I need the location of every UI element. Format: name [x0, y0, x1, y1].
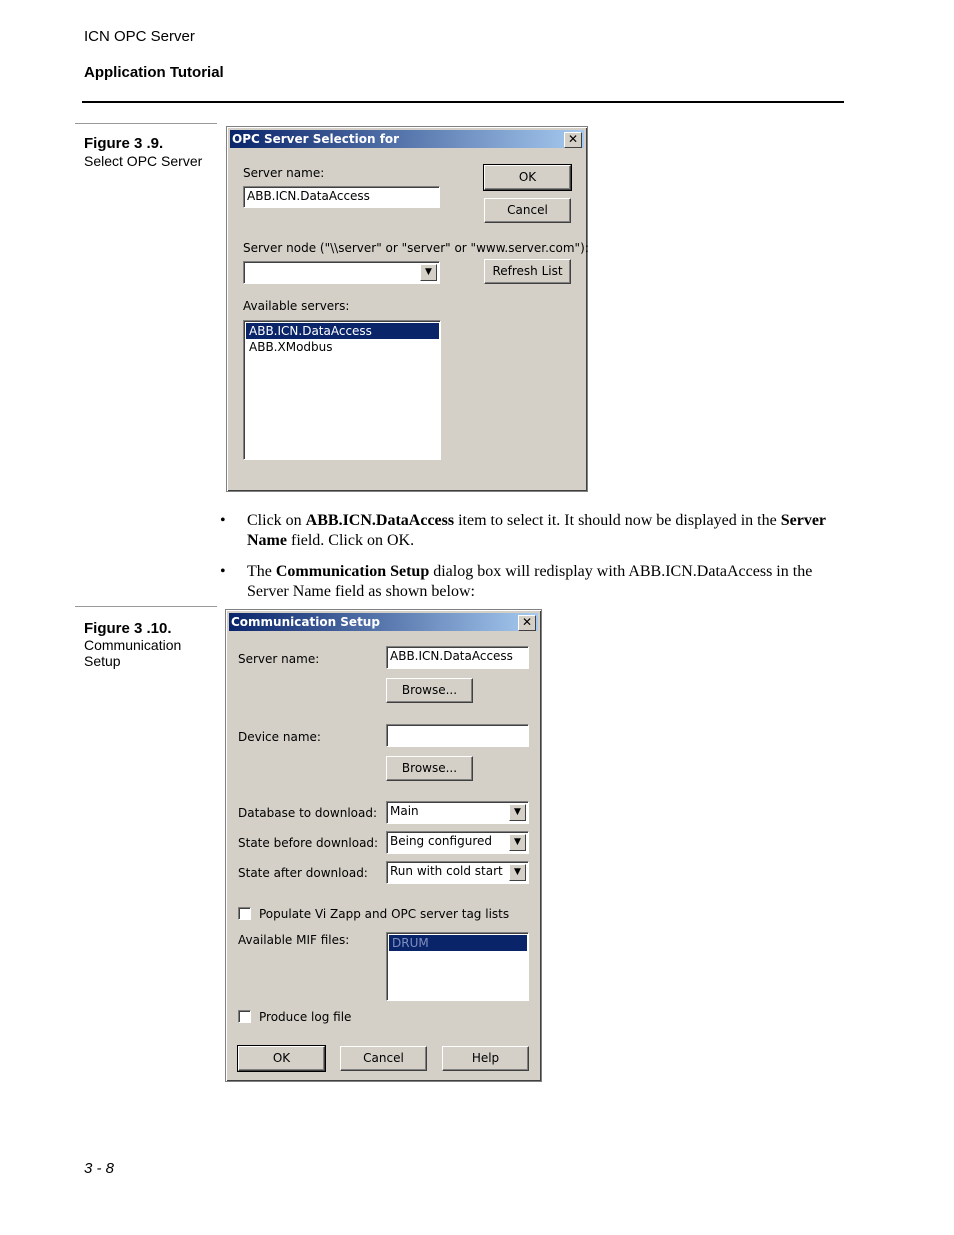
list-item[interactable]: ABB.XModbus	[249, 340, 333, 354]
database-combo[interactable]	[386, 801, 529, 824]
server-node-label: Server node ("\\server" or "server" or "www.server.com"):	[243, 241, 589, 255]
text: dialog box will redisplay with ABB.ICN.DataAccess in the Server Name field as shown below:	[247, 563, 813, 600]
emphasis: Server Name	[247, 512, 826, 549]
database-label: Database to download:	[238, 806, 378, 820]
figure-divider	[75, 123, 217, 124]
database-value: Main	[390, 804, 419, 818]
header-divider	[82, 101, 844, 103]
ok-button[interactable]: OK	[238, 1046, 325, 1071]
bullet-icon: •	[220, 563, 226, 580]
figure-caption: Setup	[84, 653, 121, 669]
state-before-value: Being configured	[390, 834, 492, 848]
list-item[interactable]: DRUM	[389, 935, 527, 951]
figure-caption: Communication	[84, 637, 182, 653]
figure-caption: Select OPC Server	[84, 153, 203, 169]
text: Click on	[247, 512, 306, 529]
dialog-titlebar	[230, 130, 584, 148]
populate-checkbox[interactable]	[238, 907, 251, 920]
close-icon[interactable]: ✕	[564, 132, 582, 148]
cancel-button[interactable]: Cancel	[484, 198, 571, 223]
state-before-combo[interactable]	[386, 831, 529, 854]
state-after-combo[interactable]	[386, 861, 529, 884]
device-name-label: Device name:	[238, 730, 321, 744]
refresh-list-button[interactable]: Refresh List	[484, 259, 571, 284]
help-button[interactable]: Help	[442, 1046, 529, 1071]
server-name-label: Server name:	[243, 166, 325, 180]
page-number: 3 - 8	[84, 1160, 115, 1177]
text: field. Click on OK.	[286, 532, 415, 549]
mif-files-list[interactable]	[386, 932, 529, 1001]
list-item[interactable]: ABB.ICN.DataAccess	[246, 323, 439, 339]
chevron-down-icon[interactable]: ▼	[509, 804, 526, 821]
server-node-combo[interactable]	[243, 261, 440, 284]
chevron-down-icon[interactable]: ▼	[509, 834, 526, 851]
chevron-down-icon[interactable]: ▼	[420, 264, 437, 281]
text: item to select it. It should now be displayed in the	[454, 512, 781, 529]
server-name-input[interactable]: ABB.ICN.DataAccess	[386, 646, 529, 669]
state-after-value: Run with cold start	[390, 864, 503, 878]
ok-button[interactable]: OK	[484, 165, 571, 190]
text: The	[247, 563, 276, 580]
close-icon[interactable]: ✕	[518, 615, 536, 631]
emphasis: ABB.ICN.DataAccess	[305, 512, 455, 529]
instruction-list	[220, 511, 830, 613]
emphasis: Communication Setup	[275, 563, 430, 580]
dialog-titlebar	[229, 613, 538, 631]
available-servers-label: Available servers:	[243, 299, 350, 313]
communication-setup-dialog	[225, 609, 542, 1082]
opc-server-selection-dialog	[226, 126, 588, 492]
state-after-label: State after download:	[238, 866, 368, 880]
server-name-input[interactable]: ABB.ICN.DataAccess	[243, 186, 440, 208]
list-item	[220, 511, 830, 551]
document-subtitle: Application Tutorial	[84, 64, 224, 81]
log-file-checkbox[interactable]	[238, 1010, 251, 1023]
available-servers-list[interactable]	[243, 320, 441, 460]
server-name-label: Server name:	[238, 652, 320, 666]
figure-divider	[75, 606, 217, 607]
browse-server-button[interactable]: Browse...	[386, 678, 473, 703]
browse-device-button[interactable]: Browse...	[386, 756, 473, 781]
document-title: ICN OPC Server	[84, 28, 195, 45]
chevron-down-icon[interactable]: ▼	[509, 864, 526, 881]
mif-files-label: Available MIF files:	[238, 933, 350, 947]
cancel-button[interactable]: Cancel	[340, 1046, 427, 1071]
dialog-title: Communication Setup	[231, 615, 380, 629]
populate-label: Populate Vi Zapp and OPC server tag lists	[259, 907, 510, 921]
device-name-input[interactable]	[386, 724, 529, 747]
list-item	[220, 562, 830, 602]
figure-number: Figure 3 .9.	[84, 135, 164, 152]
figure-number: Figure 3 .10.	[84, 620, 172, 637]
state-before-label: State before download:	[238, 836, 379, 850]
dialog-title: OPC Server Selection for	[232, 132, 400, 146]
log-file-label: Produce log file	[259, 1010, 352, 1024]
bullet-icon: •	[220, 512, 226, 529]
